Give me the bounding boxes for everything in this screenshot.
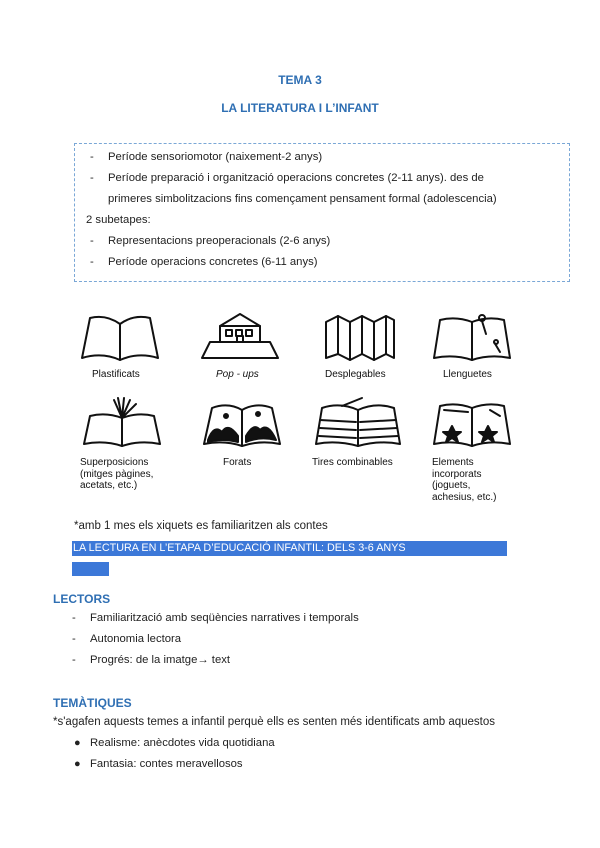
caption-forats: Forats bbox=[223, 457, 252, 468]
caption-llenguetes: Llenguetes bbox=[443, 369, 492, 380]
caption-desplegables: Desplegables bbox=[325, 369, 386, 380]
caption-plastificats: Plastificats bbox=[92, 369, 140, 380]
folding-book-icon bbox=[322, 312, 398, 362]
bullet-icon: ● bbox=[74, 758, 81, 770]
tematiques-note: *s'agafen aquests temes a infantil perquè ells es senten més identificats amb aquestos bbox=[53, 716, 496, 728]
lectors-item: Progrés: de la imatge→ text bbox=[90, 654, 231, 666]
tematiques-item: Realisme: anècdotes vida quotidiana bbox=[90, 737, 275, 749]
lectors-item: Familiarització amb seqüències narratives i temporals bbox=[90, 612, 359, 624]
lectors-item: Autonomia lectora bbox=[90, 633, 182, 645]
stage-item-continued: primeres simbolitzacions fins començament pensament formal (adolescencia) bbox=[108, 193, 497, 205]
highlight-continuation bbox=[72, 562, 109, 576]
dash-marker: - bbox=[72, 654, 76, 666]
dash-marker: - bbox=[90, 151, 94, 163]
lectors-heading: LECTORS bbox=[53, 592, 111, 606]
pop-up-house-icon bbox=[198, 312, 282, 362]
dash-marker: - bbox=[90, 172, 94, 184]
substages-label: 2 subetapes: bbox=[86, 214, 151, 226]
tematiques-heading: TEMÀTIQUES bbox=[53, 696, 132, 710]
stickers-book-icon bbox=[430, 396, 514, 448]
tematiques-item: Fantasia: contes meravellosos bbox=[90, 758, 243, 770]
tab-book-icon bbox=[430, 312, 514, 362]
layered-pages-icon bbox=[80, 396, 164, 448]
open-book-icon bbox=[78, 312, 162, 362]
caption-pop-ups: Pop - ups bbox=[216, 369, 259, 380]
dash-marker: - bbox=[72, 612, 76, 624]
page-subtitle: LA LITERATURA I L’INFANT bbox=[221, 101, 379, 115]
caption-elements-incorporats: Elements incorporats (joguets, achesius, etc.) bbox=[432, 457, 497, 503]
page-title: TEMA 3 bbox=[278, 73, 322, 87]
dash-marker: - bbox=[90, 256, 94, 268]
stage-item: Període preparació i organització operacions concretes (2-11 anys). des de bbox=[108, 172, 484, 184]
highlighted-section-title: LA LECTURA EN L’ETAPA D’EDUCACIÓ INFANTIL: DELS 3-6 ANYS bbox=[72, 541, 507, 556]
stage-item: Període sensoriomotor (naixement-2 anys) bbox=[108, 151, 323, 163]
familiarity-note: *amb 1 mes els xiquets es familiaritzen als contes bbox=[74, 520, 328, 532]
substage-item: Període operacions concretes (6-11 anys) bbox=[108, 256, 318, 268]
dash-marker: - bbox=[72, 633, 76, 645]
bullet-icon: ● bbox=[74, 737, 81, 749]
die-cut-book-icon bbox=[200, 396, 284, 448]
caption-tires-combinables: Tires combinables bbox=[312, 457, 393, 468]
dash-marker: - bbox=[90, 235, 94, 247]
caption-superposicions: Superposicions (mitges pàgines, acetats, etc.) bbox=[80, 457, 154, 491]
substage-item: Representacions preoperacionals (2-6 anys) bbox=[108, 235, 331, 247]
split-strips-book-icon bbox=[312, 396, 404, 448]
